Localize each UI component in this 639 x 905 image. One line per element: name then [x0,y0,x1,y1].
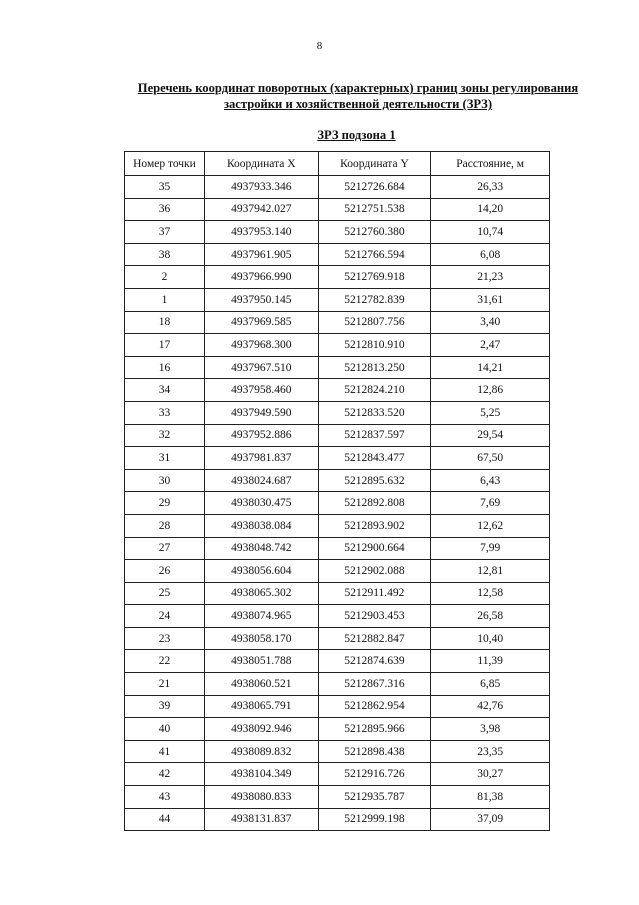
cell-point-number: 30 [125,469,205,492]
cell-coordinate-y: 5212862.954 [318,695,431,718]
table-row [125,560,550,583]
cell-point-number: 38 [125,243,205,266]
table-row [125,514,550,537]
cell-coordinate-x: 4937966.990 [204,266,318,289]
cell-coordinate-x: 4937952.886 [204,424,318,447]
cell-distance: 6,08 [431,243,550,266]
cell-distance: 7,99 [431,537,550,560]
table-row [125,627,550,650]
cell-coordinate-y: 5212843.477 [318,447,431,470]
cell-coordinate-y: 5212813.250 [318,356,431,379]
table-row [125,673,550,696]
cell-coordinate-y: 5212902.088 [318,560,431,583]
cell-coordinate-x: 4938030.475 [204,492,318,515]
cell-distance: 37,09 [431,808,550,831]
cell-point-number: 23 [125,627,205,650]
cell-point-number: 42 [125,763,205,786]
cell-point-number: 25 [125,582,205,605]
cell-point-number: 27 [125,537,205,560]
table-row [125,243,550,266]
cell-coordinate-y: 5212726.684 [318,176,431,199]
cell-distance: 5,25 [431,401,550,424]
cell-coordinate-x: 4937967.510 [204,356,318,379]
cell-distance: 42,76 [431,695,550,718]
cell-point-number: 2 [125,266,205,289]
cell-coordinate-y: 5212900.664 [318,537,431,560]
table-row [125,221,550,244]
table-row [125,356,550,379]
cell-distance: 26,58 [431,605,550,628]
cell-point-number: 16 [125,356,205,379]
cell-coordinate-x: 4938051.788 [204,650,318,673]
cell-coordinate-x: 4938074.965 [204,605,318,628]
table-row [125,537,550,560]
cell-coordinate-x: 4938065.791 [204,695,318,718]
cell-point-number: 37 [125,221,205,244]
cell-coordinate-y: 5212810.910 [318,334,431,357]
cell-coordinate-x: 4938131.837 [204,808,318,831]
header-point-number: Номер точки [125,152,205,176]
cell-coordinate-y: 5212892.808 [318,492,431,515]
cell-distance: 81,38 [431,786,550,809]
cell-distance: 67,50 [431,447,550,470]
cell-distance: 6,85 [431,673,550,696]
table-row [125,582,550,605]
document-title: Перечень координат поворотных (характерных) границ зоны регулирования застройки и хозяйственной деятельности (ЗРЗ) [137,81,579,111]
cell-distance: 29,54 [431,424,550,447]
header-coordinate-x: Координата X [204,152,318,176]
table-row [125,786,550,809]
cell-coordinate-x: 4938104.349 [204,763,318,786]
cell-coordinate-x: 4937953.140 [204,221,318,244]
cell-point-number: 17 [125,334,205,357]
table-row [125,176,550,199]
cell-point-number: 24 [125,605,205,628]
header-coordinate-y: Координата Y [318,152,431,176]
cell-coordinate-x: 4938060.521 [204,673,318,696]
cell-coordinate-x: 4937961.905 [204,243,318,266]
cell-coordinate-x: 4938056.604 [204,560,318,583]
table-row [125,379,550,402]
cell-distance: 31,61 [431,288,550,311]
section-subtitle: ЗРЗ подзона 1 [317,128,396,142]
cell-point-number: 29 [125,492,205,515]
cell-point-number: 43 [125,786,205,809]
cell-coordinate-y: 5212893.902 [318,514,431,537]
cell-point-number: 31 [125,447,205,470]
table-row [125,266,550,289]
page-number: 8 [316,40,323,52]
cell-coordinate-y: 5212824.210 [318,379,431,402]
cell-point-number: 18 [125,311,205,334]
cell-point-number: 36 [125,198,205,221]
cell-distance: 10,40 [431,627,550,650]
cell-coordinate-x: 4937949.590 [204,401,318,424]
cell-point-number: 28 [125,514,205,537]
table-body [125,176,550,831]
table-row [125,605,550,628]
table-row [125,198,550,221]
coordinates-table [124,151,550,831]
cell-coordinate-x: 4937933.346 [204,176,318,199]
cell-coordinate-x: 4937981.837 [204,447,318,470]
cell-coordinate-y: 5212895.966 [318,718,431,741]
cell-coordinate-y: 5212895.632 [318,469,431,492]
table-header-row [125,152,550,176]
cell-distance: 26,33 [431,176,550,199]
cell-coordinate-y: 5212751.538 [318,198,431,221]
cell-coordinate-y: 5212766.594 [318,243,431,266]
cell-distance: 30,27 [431,763,550,786]
cell-coordinate-x: 4937969.585 [204,311,318,334]
table-row [125,288,550,311]
table-row [125,469,550,492]
cell-distance: 2,47 [431,334,550,357]
cell-coordinate-x: 4938065.302 [204,582,318,605]
cell-coordinate-x: 4937958.460 [204,379,318,402]
cell-distance: 12,86 [431,379,550,402]
cell-point-number: 41 [125,740,205,763]
header-distance: Расстояние, м [431,152,550,176]
cell-coordinate-y: 5212807.756 [318,311,431,334]
cell-coordinate-y: 5212916.726 [318,763,431,786]
cell-distance: 3,98 [431,718,550,741]
cell-distance: 3,40 [431,311,550,334]
cell-distance: 21,23 [431,266,550,289]
cell-distance: 14,20 [431,198,550,221]
cell-distance: 12,58 [431,582,550,605]
cell-point-number: 35 [125,176,205,199]
cell-coordinate-y: 5212760.380 [318,221,431,244]
cell-coordinate-x: 4938038.084 [204,514,318,537]
cell-point-number: 22 [125,650,205,673]
cell-distance: 14,21 [431,356,550,379]
table-row [125,424,550,447]
cell-coordinate-y: 5212782.839 [318,288,431,311]
cell-distance: 6,43 [431,469,550,492]
table-row [125,718,550,741]
table-row [125,492,550,515]
cell-coordinate-x: 4938080.833 [204,786,318,809]
cell-coordinate-x: 4938048.742 [204,537,318,560]
table-row [125,447,550,470]
table-row [125,311,550,334]
table-row [125,695,550,718]
cell-coordinate-x: 4937950.145 [204,288,318,311]
cell-coordinate-y: 5212882.847 [318,627,431,650]
cell-point-number: 21 [125,673,205,696]
cell-coordinate-y: 5212837.597 [318,424,431,447]
cell-point-number: 34 [125,379,205,402]
cell-coordinate-y: 5212935.787 [318,786,431,809]
cell-coordinate-x: 4938089.832 [204,740,318,763]
cell-distance: 12,62 [431,514,550,537]
cell-distance: 11,39 [431,650,550,673]
cell-point-number: 1 [125,288,205,311]
cell-point-number: 32 [125,424,205,447]
cell-coordinate-x: 4938058.170 [204,627,318,650]
cell-coordinate-y: 5212833.520 [318,401,431,424]
cell-distance: 23,35 [431,740,550,763]
table-row [125,401,550,424]
cell-distance: 7,69 [431,492,550,515]
table-row [125,334,550,357]
cell-coordinate-x: 4938092.946 [204,718,318,741]
cell-point-number: 39 [125,695,205,718]
cell-coordinate-y: 5212898.438 [318,740,431,763]
cell-coordinate-y: 5212911.492 [318,582,431,605]
table-row [125,740,550,763]
cell-coordinate-y: 5212874.639 [318,650,431,673]
table-row [125,763,550,786]
table-row [125,650,550,673]
cell-distance: 10,74 [431,221,550,244]
cell-point-number: 26 [125,560,205,583]
cell-coordinate-x: 4937968.300 [204,334,318,357]
table-row [125,808,550,831]
cell-coordinate-y: 5212999.198 [318,808,431,831]
cell-coordinate-x: 4938024.687 [204,469,318,492]
cell-coordinate-y: 5212867.316 [318,673,431,696]
cell-coordinate-y: 5212769.918 [318,266,431,289]
cell-coordinate-y: 5212903.453 [318,605,431,628]
cell-point-number: 33 [125,401,205,424]
cell-point-number: 44 [125,808,205,831]
cell-distance: 12,81 [431,560,550,583]
cell-point-number: 40 [125,718,205,741]
cell-coordinate-x: 4937942.027 [204,198,318,221]
